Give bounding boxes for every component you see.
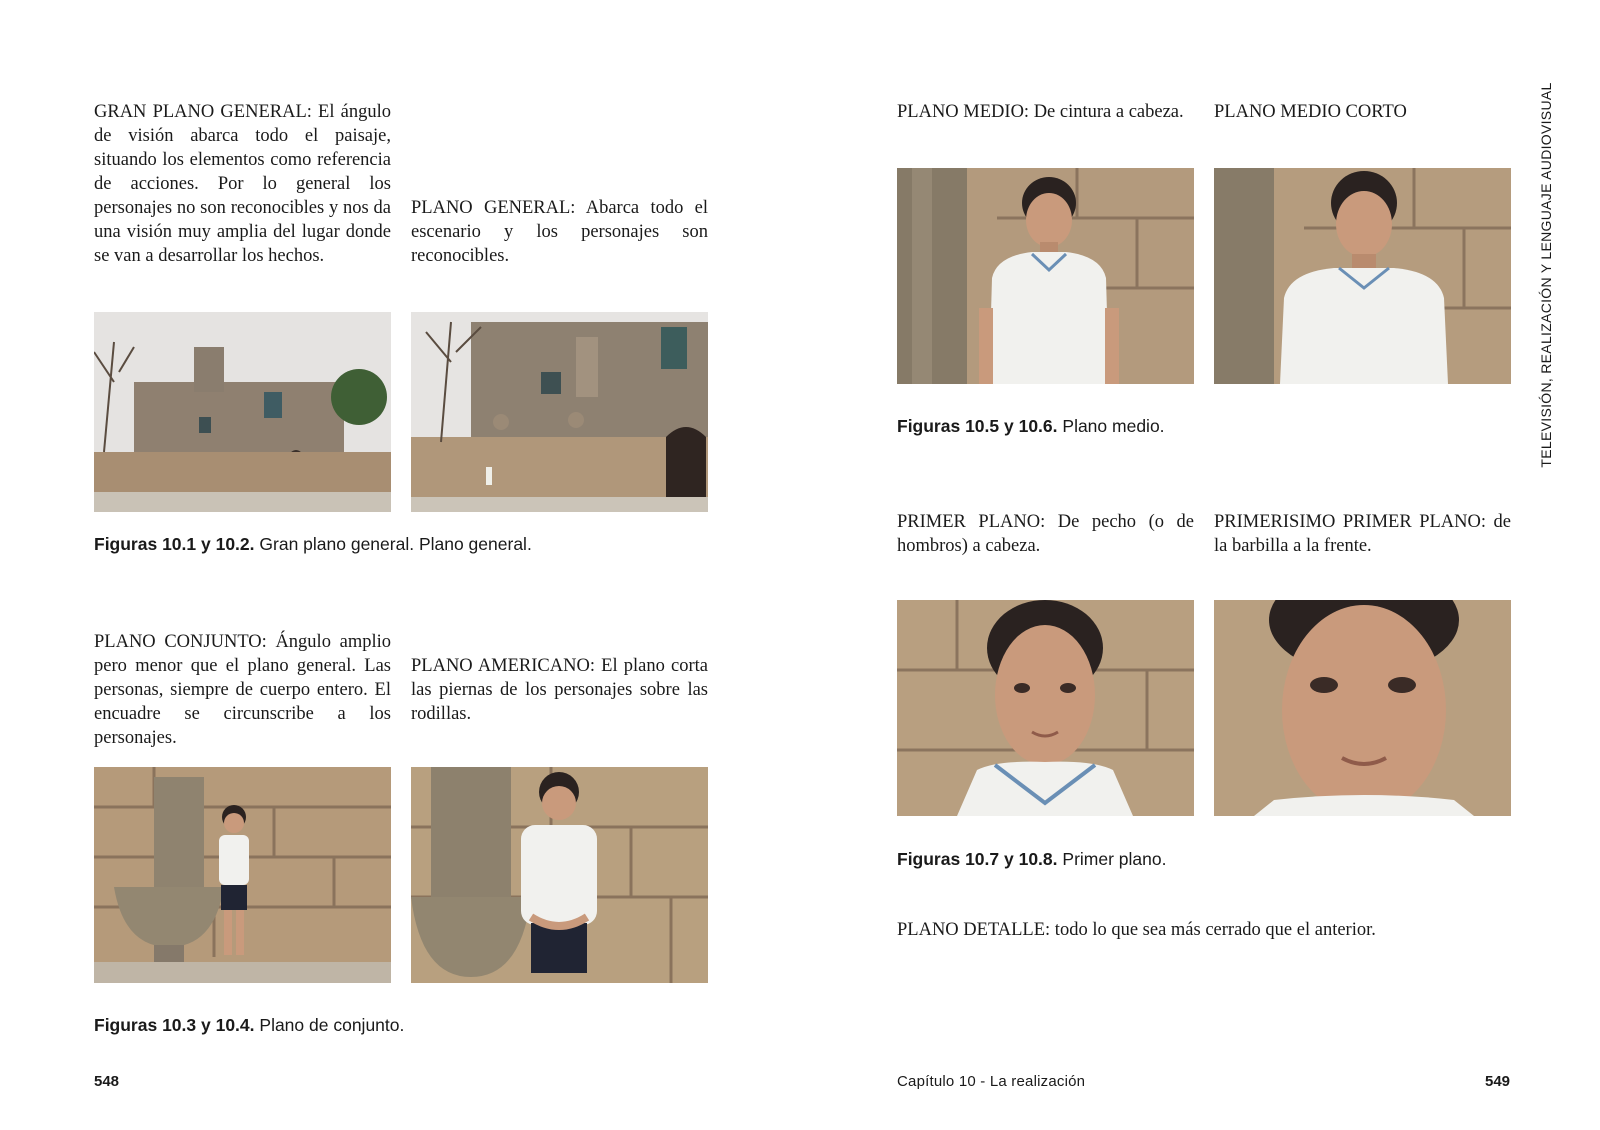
plano-medio-text: PLANO MEDIO: De cintura a cabeza. <box>897 102 1184 122</box>
figure-10-5-photo <box>897 168 1194 384</box>
figure-caption-10-3-10-4: Figuras 10.3 y 10.4. Plano de conjunto. <box>94 1015 405 1035</box>
figure-10-7-photo <box>897 600 1194 816</box>
primerisimo-primer-plano-text: PRIMERISIMO PRIMER PLANO: de la barbilla a la frente. <box>1214 512 1511 556</box>
figure-caption-10-5-10-6: Figuras 10.5 y 10.6. Plano medio. <box>897 416 1165 436</box>
plano-general-text: PLANO GENERAL: Abarca todo el escenario y los personajes son reconocibles. <box>411 198 708 266</box>
plano-americano-text: PLANO AMERICANO: El plano corta las piernas de los personajes sobre las rodillas. <box>411 656 708 724</box>
primer-plano-text: PRIMER PLANO: De pecho (o de hombros) a cabeza. <box>897 512 1194 556</box>
figure-caption-10-1-10-2: Figuras 10.1 y 10.2. Gran plano general. Plano general. <box>94 534 532 554</box>
plano-conjunto-text: PLANO CONJUNTO: Ángulo amplio pero menor que el plano general. Las personas, siempre de cuerpo entero. El encuadre se circunscribe a los personajes. <box>94 632 391 748</box>
running-footer: Capítulo 10 - La realización <box>897 1073 1086 1090</box>
plano-detalle-text: PLANO DETALLE: todo lo que sea más cerrado que el anterior. <box>897 920 1376 940</box>
figure-caption-10-7-10-8: Figuras 10.7 y 10.8. Primer plano. <box>897 849 1167 869</box>
figure-10-8-photo <box>1214 600 1511 816</box>
figure-10-1-photo <box>94 312 391 512</box>
left-page-number: 548 <box>94 1073 120 1090</box>
right-page-number: 549 <box>1485 1073 1511 1090</box>
figure-10-3-photo <box>94 767 391 983</box>
figure-10-6-photo <box>1214 168 1511 384</box>
gran-plano-general-text: GRAN PLANO GENERAL: El ángulo de visión abarca todo el paisaje, situando los elementos como referencia de acciones. Por lo general los personajes no son reconocibles y nos da una visión muy amplia del lugar donde se van a desarrollar los hechos. <box>94 102 391 266</box>
figure-10-4-photo <box>411 767 708 983</box>
vertical-running-header: TELEVISIÓN, REALIZACIÓN Y LENGUAJE AUDIOVISUAL <box>1538 82 1554 468</box>
figure-10-2-photo <box>411 312 708 512</box>
plano-medio-corto-text: PLANO MEDIO CORTO <box>1214 102 1407 122</box>
